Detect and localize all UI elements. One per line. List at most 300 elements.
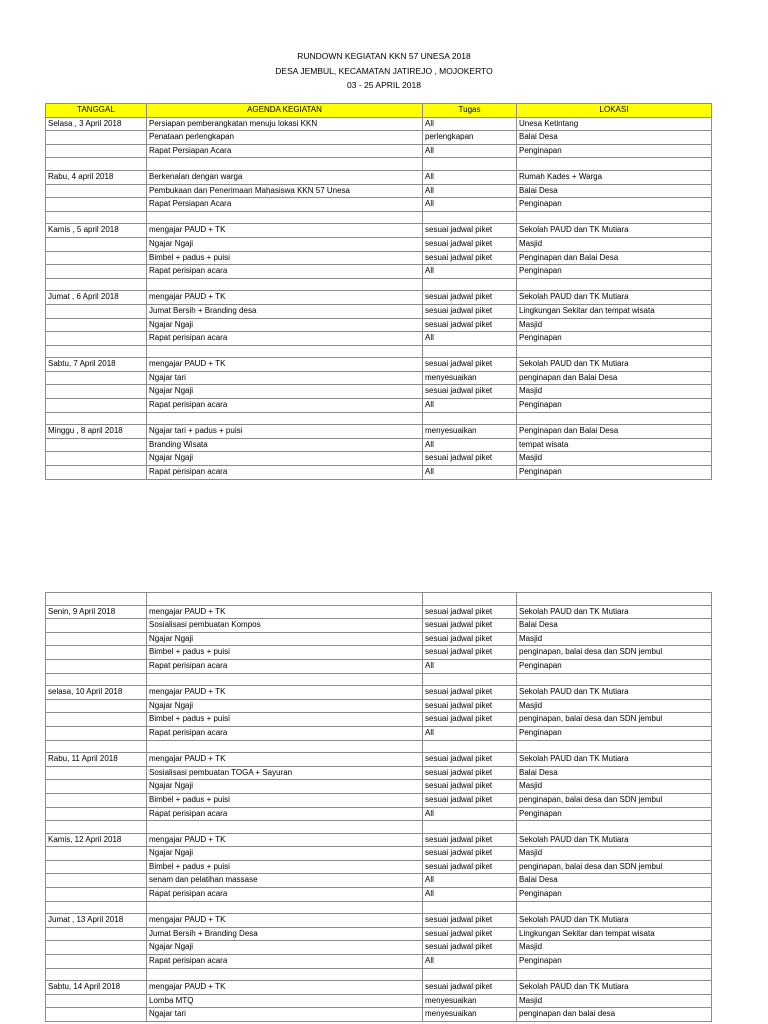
cell-tanggal: Kamis , 5 april 2018 — [46, 224, 147, 238]
cell-lokasi: Penginapan — [517, 659, 712, 673]
cell-agenda — [147, 968, 423, 981]
spacer-row — [46, 821, 712, 834]
table-row — [46, 699, 712, 713]
table-row — [46, 686, 712, 700]
cell-agenda: mengajar PAUD + TK — [147, 291, 423, 305]
cell-lokasi: Masjid — [517, 452, 712, 466]
cell-tugas: sesuai jadwal piket — [423, 860, 517, 874]
cell-tanggal — [46, 632, 147, 646]
cell-tanggal: Sabtu, 14 April 2018 — [46, 981, 147, 995]
cell-agenda: Bimbel + padus + puisi — [147, 793, 423, 807]
cell-tugas: All — [423, 888, 517, 902]
cell-lokasi: Sekolah PAUD dan TK Mutiara — [517, 833, 712, 847]
cell-lokasi: Penginapan — [517, 955, 712, 969]
cell-lokasi: Sekolah PAUD dan TK Mutiara — [517, 914, 712, 928]
cell-lokasi — [517, 211, 712, 224]
cell-agenda — [147, 345, 423, 358]
table-row — [46, 466, 712, 480]
cell-lokasi — [517, 673, 712, 686]
cell-lokasi — [517, 593, 712, 606]
cell-tugas — [423, 673, 517, 686]
cell-lokasi: Masjid — [517, 780, 712, 794]
cell-tanggal — [46, 740, 147, 753]
table-row — [46, 941, 712, 955]
cell-agenda: Ngajar Ngaji — [147, 237, 423, 251]
cell-lokasi: penginapan, balai desa dan SDN jembul — [517, 860, 712, 874]
table-row — [46, 371, 712, 385]
table-row — [46, 224, 712, 238]
cell-lokasi: Balai Desa — [517, 131, 712, 145]
cell-lokasi: Masjid — [517, 847, 712, 861]
cell-lokasi: penginapan, balai desa dan SDN jembul — [517, 646, 712, 660]
table-row — [46, 726, 712, 740]
cell-lokasi: Balai Desa — [517, 874, 712, 888]
cell-lokasi: Masjid — [517, 237, 712, 251]
cell-lokasi — [517, 345, 712, 358]
cell-tanggal — [46, 955, 147, 969]
cell-tugas: sesuai jadwal piket — [423, 914, 517, 928]
cell-lokasi: Penginapan dan Balai Desa — [517, 251, 712, 265]
table-row — [46, 874, 712, 888]
cell-agenda: Sosialisasi pembuatan TOGA + Sayuran — [147, 766, 423, 780]
cell-lokasi: Masjid — [517, 385, 712, 399]
cell-lokasi — [517, 901, 712, 914]
cell-agenda: Rapat perisipan acara — [147, 955, 423, 969]
document-subtitle-dates: 03 - 25 APRIL 2018 — [347, 80, 421, 90]
cell-tugas: sesuai jadwal piket — [423, 780, 517, 794]
cell-lokasi — [517, 821, 712, 834]
table-row — [46, 955, 712, 969]
cell-agenda: Branding Wisata — [147, 438, 423, 452]
table-row — [46, 713, 712, 727]
cell-tanggal — [46, 888, 147, 902]
cell-agenda: Sosialisasi pembuatan Kompos — [147, 619, 423, 633]
table-row — [46, 981, 712, 995]
cell-tanggal — [46, 874, 147, 888]
cell-tugas: All — [423, 117, 517, 131]
cell-lokasi: Sekolah PAUD dan TK Mutiara — [517, 686, 712, 700]
table-row — [46, 265, 712, 279]
cell-tugas: All — [423, 466, 517, 480]
cell-agenda: Ngajar Ngaji — [147, 452, 423, 466]
cell-tanggal — [46, 941, 147, 955]
cell-tugas: All — [423, 144, 517, 158]
spacer-row — [46, 901, 712, 914]
cell-tugas — [423, 740, 517, 753]
cell-lokasi — [517, 278, 712, 291]
cell-tanggal — [46, 1008, 147, 1022]
cell-tugas — [423, 901, 517, 914]
cell-tugas — [423, 968, 517, 981]
cell-agenda: mengajar PAUD + TK — [147, 358, 423, 372]
cell-tanggal — [46, 766, 147, 780]
cell-agenda: Lomba MTQ — [147, 994, 423, 1008]
cell-agenda: Rapat perisipan acara — [147, 726, 423, 740]
cell-tugas: sesuai jadwal piket — [423, 981, 517, 995]
cell-tanggal: Minggu , 8 april 2018 — [46, 425, 147, 439]
schedule-table-second — [45, 592, 712, 1022]
cell-lokasi: Penginapan dan Balai Desa — [517, 425, 712, 439]
cell-lokasi: penginapan dan Balai Desa — [517, 371, 712, 385]
cell-agenda: Ngajar Ngaji — [147, 318, 423, 332]
document-subtitle-location: DESA JEMBUL, KECAMATAN JATIREJO , MOJOKERTO — [275, 66, 493, 76]
cell-tanggal — [46, 847, 147, 861]
cell-tugas: sesuai jadwal piket — [423, 452, 517, 466]
table-row — [46, 131, 712, 145]
cell-agenda: Ngajar Ngaji — [147, 632, 423, 646]
cell-agenda: Ngajar Ngaji — [147, 385, 423, 399]
cell-tanggal: Rabu, 11 April 2018 — [46, 753, 147, 767]
table-row — [46, 927, 712, 941]
cell-tanggal — [46, 994, 147, 1008]
spacer-row — [46, 673, 712, 686]
cell-tugas: sesuai jadwal piket — [423, 699, 517, 713]
cell-lokasi — [517, 968, 712, 981]
cell-tugas — [423, 278, 517, 291]
cell-tanggal — [46, 968, 147, 981]
cell-agenda: Ngajar Ngaji — [147, 941, 423, 955]
table-row — [46, 198, 712, 212]
cell-tanggal — [46, 318, 147, 332]
spacer-row — [46, 278, 712, 291]
cell-tugas: sesuai jadwal piket — [423, 385, 517, 399]
cell-tanggal: Jumat , 13 April 2018 — [46, 914, 147, 928]
table-row — [46, 807, 712, 821]
cell-tanggal — [46, 211, 147, 224]
spacer-row — [46, 158, 712, 171]
cell-tugas: All — [423, 170, 517, 184]
cell-agenda — [147, 593, 423, 606]
cell-tanggal — [46, 399, 147, 413]
cell-tugas — [423, 345, 517, 358]
spacer-row — [46, 593, 712, 606]
cell-agenda: Berkenalan dengan warga — [147, 170, 423, 184]
cell-tanggal — [46, 144, 147, 158]
cell-agenda: mengajar PAUD + TK — [147, 833, 423, 847]
cell-agenda — [147, 673, 423, 686]
cell-agenda — [147, 211, 423, 224]
cell-tanggal — [46, 780, 147, 794]
cell-lokasi: Rumah Kades + Warga — [517, 170, 712, 184]
cell-agenda: Jumat Bersih + Branding desa — [147, 304, 423, 318]
cell-lokasi: penginapan, balai desa dan SDN jembul — [517, 793, 712, 807]
table-row — [46, 1008, 712, 1022]
cell-tanggal — [46, 807, 147, 821]
table-row — [46, 438, 712, 452]
cell-lokasi: Penginapan — [517, 807, 712, 821]
spacer-row — [46, 412, 712, 425]
cell-tanggal — [46, 619, 147, 633]
cell-tanggal — [46, 713, 147, 727]
cell-tugas: menyesuaikan — [423, 425, 517, 439]
cell-tugas: sesuai jadwal piket — [423, 793, 517, 807]
table-row — [46, 659, 712, 673]
cell-lokasi: Lingkungan Sekitar dan tempat wisata — [517, 304, 712, 318]
table-row — [46, 399, 712, 413]
table-row — [46, 994, 712, 1008]
table-row — [46, 358, 712, 372]
table-row — [46, 766, 712, 780]
cell-lokasi: Masjid — [517, 318, 712, 332]
cell-agenda: mengajar PAUD + TK — [147, 981, 423, 995]
cell-agenda: Penataan perlengkapan — [147, 131, 423, 145]
cell-tanggal — [46, 251, 147, 265]
table-row — [46, 318, 712, 332]
cell-agenda: senam dan pelatihan massase — [147, 874, 423, 888]
cell-tanggal: Senin, 9 April 2018 — [46, 605, 147, 619]
cell-tanggal — [46, 198, 147, 212]
cell-lokasi — [517, 412, 712, 425]
cell-tanggal — [46, 371, 147, 385]
cell-lokasi — [517, 158, 712, 171]
cell-agenda — [147, 740, 423, 753]
cell-tugas: All — [423, 399, 517, 413]
table-row — [46, 619, 712, 633]
cell-lokasi: Masjid — [517, 941, 712, 955]
cell-tugas: sesuai jadwal piket — [423, 358, 517, 372]
cell-agenda: Rapat perisipan acara — [147, 399, 423, 413]
cell-tugas: All — [423, 955, 517, 969]
cell-tugas: All — [423, 198, 517, 212]
table-row — [46, 291, 712, 305]
cell-tanggal — [46, 726, 147, 740]
spacer-row — [46, 345, 712, 358]
cell-agenda: Bimbel + padus + puisi — [147, 713, 423, 727]
cell-tugas: sesuai jadwal piket — [423, 291, 517, 305]
cell-tanggal — [46, 184, 147, 198]
cell-tugas: All — [423, 438, 517, 452]
cell-tanggal — [46, 438, 147, 452]
cell-agenda: Rapat perisipan acara — [147, 888, 423, 902]
cell-tugas: sesuai jadwal piket — [423, 941, 517, 955]
cell-lokasi: Penginapan — [517, 332, 712, 346]
cell-tugas: sesuai jadwal piket — [423, 304, 517, 318]
table-row — [46, 170, 712, 184]
cell-tugas: sesuai jadwal piket — [423, 605, 517, 619]
header-cell-tanggal: TANGGAL — [46, 104, 147, 118]
cell-tugas — [423, 211, 517, 224]
spacer-row — [46, 968, 712, 981]
cell-lokasi: Sekolah PAUD dan TK Mutiara — [517, 224, 712, 238]
cell-agenda: Ngajar tari — [147, 1008, 423, 1022]
cell-lokasi: Penginapan — [517, 265, 712, 279]
cell-agenda — [147, 158, 423, 171]
cell-tugas: sesuai jadwal piket — [423, 847, 517, 861]
cell-lokasi: Penginapan — [517, 466, 712, 480]
cell-tugas: menyesuaikan — [423, 994, 517, 1008]
cell-tugas: All — [423, 659, 517, 673]
cell-agenda: Rapat Persiapan Acara — [147, 198, 423, 212]
cell-tanggal: Kamis, 12 April 2018 — [46, 833, 147, 847]
cell-tugas: sesuai jadwal piket — [423, 646, 517, 660]
cell-tanggal: selasa, 10 April 2018 — [46, 686, 147, 700]
cell-lokasi: Sekolah PAUD dan TK Mutiara — [517, 981, 712, 995]
table-row — [46, 793, 712, 807]
header-row — [46, 104, 712, 118]
cell-agenda — [147, 901, 423, 914]
cell-agenda: Bimbel + padus + puisi — [147, 860, 423, 874]
cell-tugas — [423, 821, 517, 834]
cell-agenda: Ngajar Ngaji — [147, 780, 423, 794]
cell-agenda: Bimbel + padus + puisi — [147, 646, 423, 660]
cell-agenda: Rapat perisipan acara — [147, 659, 423, 673]
cell-tanggal — [46, 821, 147, 834]
cell-tanggal — [46, 699, 147, 713]
table-row — [46, 833, 712, 847]
table-row — [46, 304, 712, 318]
cell-tanggal — [46, 927, 147, 941]
cell-agenda: mengajar PAUD + TK — [147, 605, 423, 619]
cell-lokasi: penginapan, balai desa dan SDN jembul — [517, 713, 712, 727]
cell-lokasi: Masjid — [517, 632, 712, 646]
table-row — [46, 144, 712, 158]
cell-lokasi: Sekolah PAUD dan TK Mutiara — [517, 291, 712, 305]
cell-agenda: Ngajar tari + padus + puisi — [147, 425, 423, 439]
table-row — [46, 184, 712, 198]
cell-lokasi: Balai Desa — [517, 619, 712, 633]
table-row — [46, 332, 712, 346]
cell-tanggal — [46, 385, 147, 399]
cell-lokasi: Penginapan — [517, 399, 712, 413]
cell-tanggal — [46, 659, 147, 673]
cell-tugas: sesuai jadwal piket — [423, 686, 517, 700]
table-row — [46, 914, 712, 928]
cell-tugas: sesuai jadwal piket — [423, 251, 517, 265]
cell-lokasi: tempat wisata — [517, 438, 712, 452]
cell-lokasi: Balai Desa — [517, 766, 712, 780]
cell-tugas: All — [423, 726, 517, 740]
cell-agenda: Pembukaan dan Penerimaan Mahasiswa KKN 57 Unesa — [147, 184, 423, 198]
cell-tugas: All — [423, 332, 517, 346]
spacer-row — [46, 211, 712, 224]
table-row — [46, 780, 712, 794]
cell-lokasi: Lingkungan Sekitar dan tempat wisata — [517, 927, 712, 941]
cell-tugas: sesuai jadwal piket — [423, 318, 517, 332]
cell-lokasi: Sekolah PAUD dan TK Mutiara — [517, 358, 712, 372]
cell-lokasi: Penginapan — [517, 726, 712, 740]
cell-lokasi: Penginapan — [517, 144, 712, 158]
cell-tanggal — [46, 237, 147, 251]
cell-lokasi: Penginapan — [517, 198, 712, 212]
cell-agenda: Ngajar tari — [147, 371, 423, 385]
cell-tanggal — [46, 901, 147, 914]
cell-tanggal: Selasa , 3 April 2018 — [46, 117, 147, 131]
cell-lokasi: Unesa Ketintang — [517, 117, 712, 131]
cell-tugas: sesuai jadwal piket — [423, 713, 517, 727]
cell-tanggal — [46, 673, 147, 686]
cell-tugas — [423, 593, 517, 606]
cell-agenda: mengajar PAUD + TK — [147, 914, 423, 928]
table-row — [46, 888, 712, 902]
cell-tanggal — [46, 860, 147, 874]
cell-agenda: Jumat Bersih + Branding Desa — [147, 927, 423, 941]
cell-agenda: Rapat perisipan acara — [147, 332, 423, 346]
table-row — [46, 452, 712, 466]
cell-tanggal: Sabtu, 7 April 2018 — [46, 358, 147, 372]
table-row — [46, 860, 712, 874]
cell-tugas: sesuai jadwal piket — [423, 224, 517, 238]
cell-agenda: Rapat perisipan acara — [147, 807, 423, 821]
cell-tugas: sesuai jadwal piket — [423, 753, 517, 767]
document-title: RUNDOWN KEGIATAN KKN 57 UNESA 2018 — [297, 51, 471, 61]
cell-tanggal — [46, 466, 147, 480]
cell-agenda: mengajar PAUD + TK — [147, 686, 423, 700]
cell-tugas: All — [423, 874, 517, 888]
cell-agenda: mengajar PAUD + TK — [147, 224, 423, 238]
table-row — [46, 632, 712, 646]
cell-tugas: sesuai jadwal piket — [423, 237, 517, 251]
cell-tugas: sesuai jadwal piket — [423, 632, 517, 646]
cell-lokasi: Masjid — [517, 699, 712, 713]
cell-tugas — [423, 412, 517, 425]
cell-lokasi — [517, 740, 712, 753]
header-cell-lokasi: LOKASI — [517, 104, 712, 118]
cell-tugas: All — [423, 184, 517, 198]
cell-agenda: Bimbel + padus + puisi — [147, 251, 423, 265]
cell-tugas: menyesuaikan — [423, 371, 517, 385]
schedule-table-first — [45, 103, 712, 480]
cell-tanggal — [46, 345, 147, 358]
table-row — [46, 117, 712, 131]
cell-tanggal — [46, 452, 147, 466]
cell-tanggal — [46, 131, 147, 145]
header-cell-agenda: AGENDA KEGIATAN — [147, 104, 423, 118]
cell-lokasi: Masjid — [517, 994, 712, 1008]
cell-agenda — [147, 821, 423, 834]
cell-agenda: mengajar PAUD + TK — [147, 753, 423, 767]
cell-agenda: Ngajar Ngaji — [147, 847, 423, 861]
cell-lokasi: penginapan dan balai desa — [517, 1008, 712, 1022]
cell-tanggal — [46, 646, 147, 660]
table-row — [46, 847, 712, 861]
table-row — [46, 605, 712, 619]
table-row — [46, 425, 712, 439]
cell-agenda — [147, 412, 423, 425]
table-row — [46, 646, 712, 660]
cell-lokasi: Balai Desa — [517, 184, 712, 198]
table-row — [46, 385, 712, 399]
cell-tanggal — [46, 278, 147, 291]
cell-tugas: sesuai jadwal piket — [423, 927, 517, 941]
cell-tugas: sesuai jadwal piket — [423, 766, 517, 780]
cell-tugas: All — [423, 265, 517, 279]
cell-tanggal — [46, 593, 147, 606]
cell-tugas — [423, 158, 517, 171]
header-cell-tugas: Tugas — [423, 104, 517, 118]
cell-agenda: Ngajar Ngaji — [147, 699, 423, 713]
cell-tanggal — [46, 265, 147, 279]
cell-agenda: Rapat perisipan acara — [147, 265, 423, 279]
cell-agenda — [147, 278, 423, 291]
cell-agenda: Persiapan pemberangkatan menuju lokasi KKN — [147, 117, 423, 131]
cell-tugas: All — [423, 807, 517, 821]
cell-agenda: Rapat Persiapan Acara — [147, 144, 423, 158]
cell-tanggal — [46, 412, 147, 425]
cell-lokasi: Penginapan — [517, 888, 712, 902]
cell-tanggal — [46, 304, 147, 318]
cell-tanggal: Rabu, 4 april 2018 — [46, 170, 147, 184]
cell-agenda: Rapat perisipan acara — [147, 466, 423, 480]
table-row — [46, 251, 712, 265]
cell-tugas: perlengkapan — [423, 131, 517, 145]
table-row — [46, 753, 712, 767]
cell-tugas: sesuai jadwal piket — [423, 833, 517, 847]
spacer-row — [46, 740, 712, 753]
cell-lokasi: Sekolah PAUD dan TK Mutiara — [517, 753, 712, 767]
cell-tanggal: Jumat , 6 April 2018 — [46, 291, 147, 305]
cell-lokasi: Sekolah PAUD dan TK Mutiara — [517, 605, 712, 619]
cell-tugas: sesuai jadwal piket — [423, 619, 517, 633]
